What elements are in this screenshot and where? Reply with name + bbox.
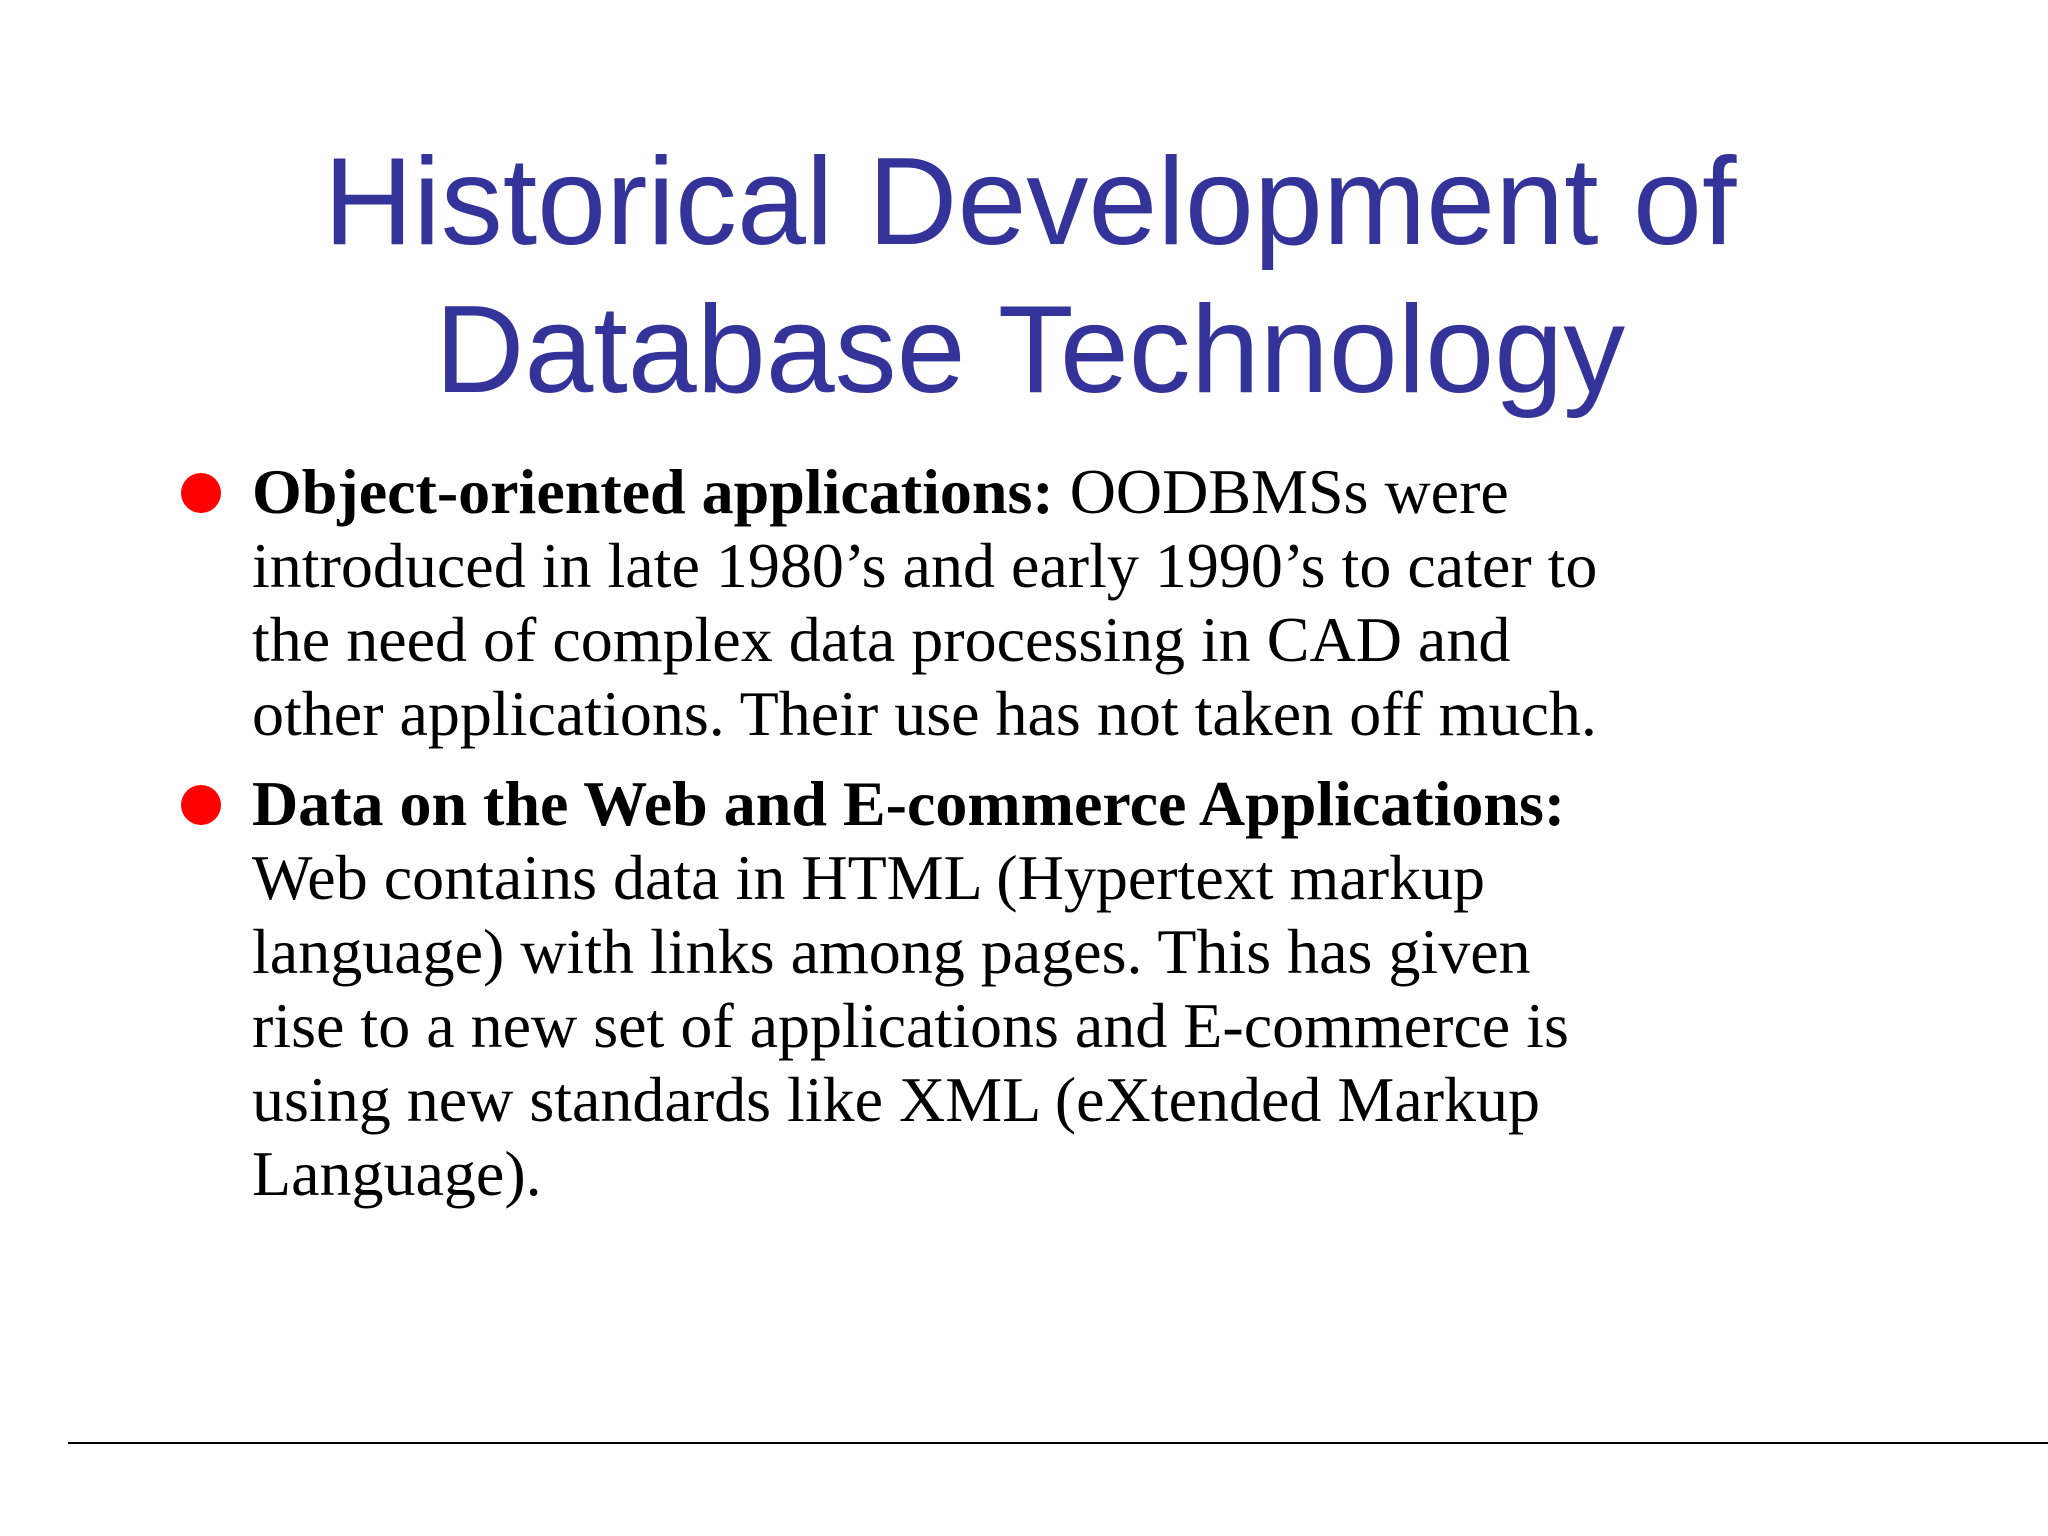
bullet-line [252,455,1738,529]
bullet-line: Web contains data in HTML (Hypertext markup [252,842,1485,913]
bullet-list [178,455,1738,1227]
bullet-line: the need of complex data processing in CAD and [252,604,1511,675]
bullet-lead-text: Object-oriented applications: [252,456,1054,527]
bullet-text: OODBMSs were [1053,456,1509,527]
bullet-item-object-oriented [178,455,1738,751]
bullet-line: rise to a new set of applications and E-commerce is [252,990,1569,1061]
bullet-line: language) with links among pages. This has given [252,916,1531,987]
bullet-line: other applications. Their use has not taken off much. [252,678,1597,749]
slide-title [200,128,1860,424]
bullet-lead-text: Data on the Web and E-commerce Applications: [252,768,1566,839]
slide-title-line-1: Historical Development of [323,133,1737,271]
slide-title-line-2: Database Technology [434,281,1626,419]
bullet-item-web-ecommerce [178,767,1738,1211]
bullet-line: using new standards like XML (eXtended Markup [252,1064,1540,1135]
red-dot-bullet-icon [181,785,221,825]
bullet-line: introduced in late 1980’s and early 1990’s to cater to [252,530,1598,601]
red-dot-bullet-icon [181,473,221,513]
footer-divider [68,1442,2048,1444]
bullet-line: Language). [252,1138,542,1209]
